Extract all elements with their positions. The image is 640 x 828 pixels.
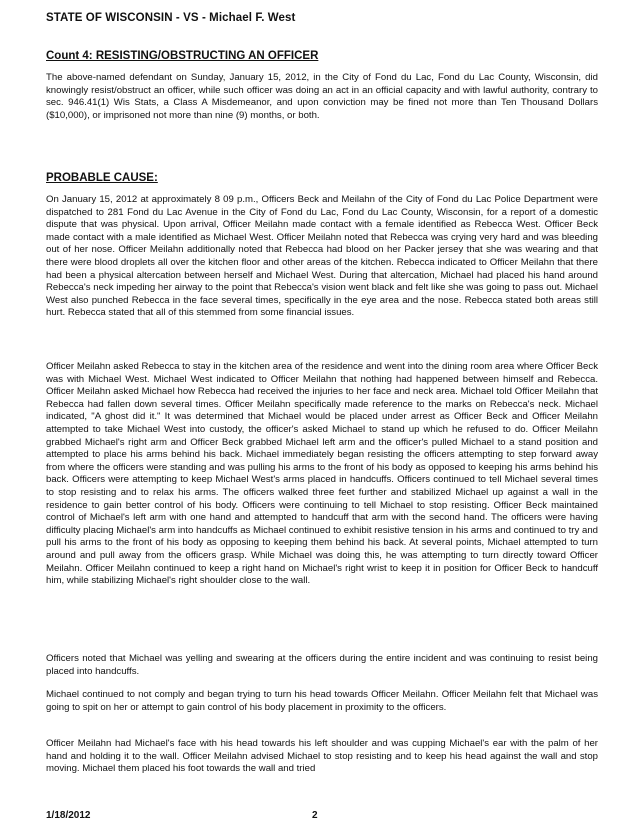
case-caption: STATE OF WISCONSIN - VS - Michael F. West — [46, 12, 296, 24]
probable-cause-paragraph-5: Officer Meilahn had Michael's face with his head towards his left shoulder and was cupping Michael's ear with the palm of her hand and holding it to the wall. Officer Meilahn advised Michael to stop resisting and to keep his head against the wall and stop moving. Michael them placed his foot towards the wall and tried — [46, 738, 598, 775]
probable-cause-heading: PROBABLE CAUSE: — [46, 172, 158, 184]
probable-cause-paragraph-2: Officer Meilahn asked Rebecca to stay in the kitchen area of the residence and went into the dining room area where Officer Beck was with Michael West. Michael West indicated to Officer Meilahn that nothing had happened between himself and Rebecca. Officer Meilahn asked Michael how Rebecca had received the injuries to her face and neck area. Michael told Officer Meilahn that Rebecca had fallen down several times. Officer Meilahn specifically made reference to the marks on Rebecca's neck. Michael indicated, "A ghost did it." It was determined that Michael would be placed under arrest as Officer Beck and Officer Meilahn attempted to take Michael West into custody, the officer's asked Michael to stand up which he refused to do. Officer Meilahn grabbed Michael's right arm and Officer Beck grabbed Michael left arm and the officer's pulled Michael to a stand position and attempted to place his arms behind his back. Michael immediately began resisting the officers attempting to step forward away from where the officers were standing and was pulling his arms to the front of his body as opposed to keeping his arms behind his back. Officers were attempting to keep Michael West's arms placed in handcuffs. Officers continued to tell Michael several times to stop resisting and to relax his arms. The officers walked three feet further and stabilized Michael up against a wall in the residence to gain better control of his body. Officers were continuing to tell Michael to stop resisting. Officer Beck maintained control of Michael's left arm with one hand and attempted to handcuff that arm with the second hand. The officers were having difficulty placing Michael's arm into handcuffs as Michael continued to exhibit resistive tension in his arms and continued to try and pull his arms to the front of his body as opposing to keeping them behind his back. At several points, Michael attempted to turn around and pull away from the officers grasp. While Michael was doing this, he was attempting to turn directly toward Officer Meilahn. Officer Meilahn continued to keep a right hand on Michael's right wrist to keep it in position for Officer Beck to handcuff him, while stabilizing Michael's right shoulder close to the wall. — [46, 361, 598, 587]
probable-cause-paragraph-3: Officers noted that Michael was yelling and swearing at the officers during the entire incident and was continuing to resist being placed into handcuffs. — [46, 653, 598, 677]
count-paragraph: The above-named defendant on Sunday, January 15, 2012, in the City of Fond du Lac, Fond du Lac County, Wisconsin, did knowingly resist/obstruct an officer, while such officer was doing an act in an official capacity and with lawful authority, contrary to sec. 946.41(1) Wis Stats, a Class A Misdemeanor, and upon conviction may be fined not more than Ten Thousand Dollars ($10,000), or imprisoned not more than nine (9) months, or both. — [46, 72, 598, 121]
page-number: 2 — [312, 810, 318, 821]
footer-date: 1/18/2012 — [46, 810, 91, 821]
count-heading: Count 4: RESISTING/OBSTRUCTING AN OFFICER — [46, 50, 319, 62]
probable-cause-paragraph-4: Michael continued to not comply and began trying to turn his head towards Officer Meilahn. Officer Meilahn felt that Michael was going to spit on her or attempt to gain control of his body placement in proximity to the officers. — [46, 689, 598, 713]
probable-cause-paragraph-1: On January 15, 2012 at approximately 8 09 p.m., Officers Beck and Meilahn of the City of Fond du Lac Police Department were dispatched to 281 Fond du Lac Avenue in the City of Fond du Lac, Fond du Lac County, Wisconsin, for a report of a domestic dispute that was physical. Upon arrival, Officer Meilahn made contact with a female identified as Rebecca West. Officer Beck made contact with a male identified as Michael West. Officer Meilahn noted that Rebecca was crying very hard and was bleeding out of her nose. Officer Meilahn additionally noted that Rebecca had blood on her Packer jersey that she was wearing and that there were blood droplets all over the kitchen floor and other areas of the kitchen. Rebecca indicated to Officer Meilahn that there had been a physical altercation between herself and Michael West. During that altercation, Michael had placed his hand around Rebecca's neck impeding her airway to the point that Rebecca's vision went black and felt like she was going to pass out. Michael West also punched Rebecca in the face several times, specifically in the eye area and the nose. Rebecca stated both areas still hurt. Rebecca stated that all of this stemmed from some financial issues. — [46, 194, 598, 319]
